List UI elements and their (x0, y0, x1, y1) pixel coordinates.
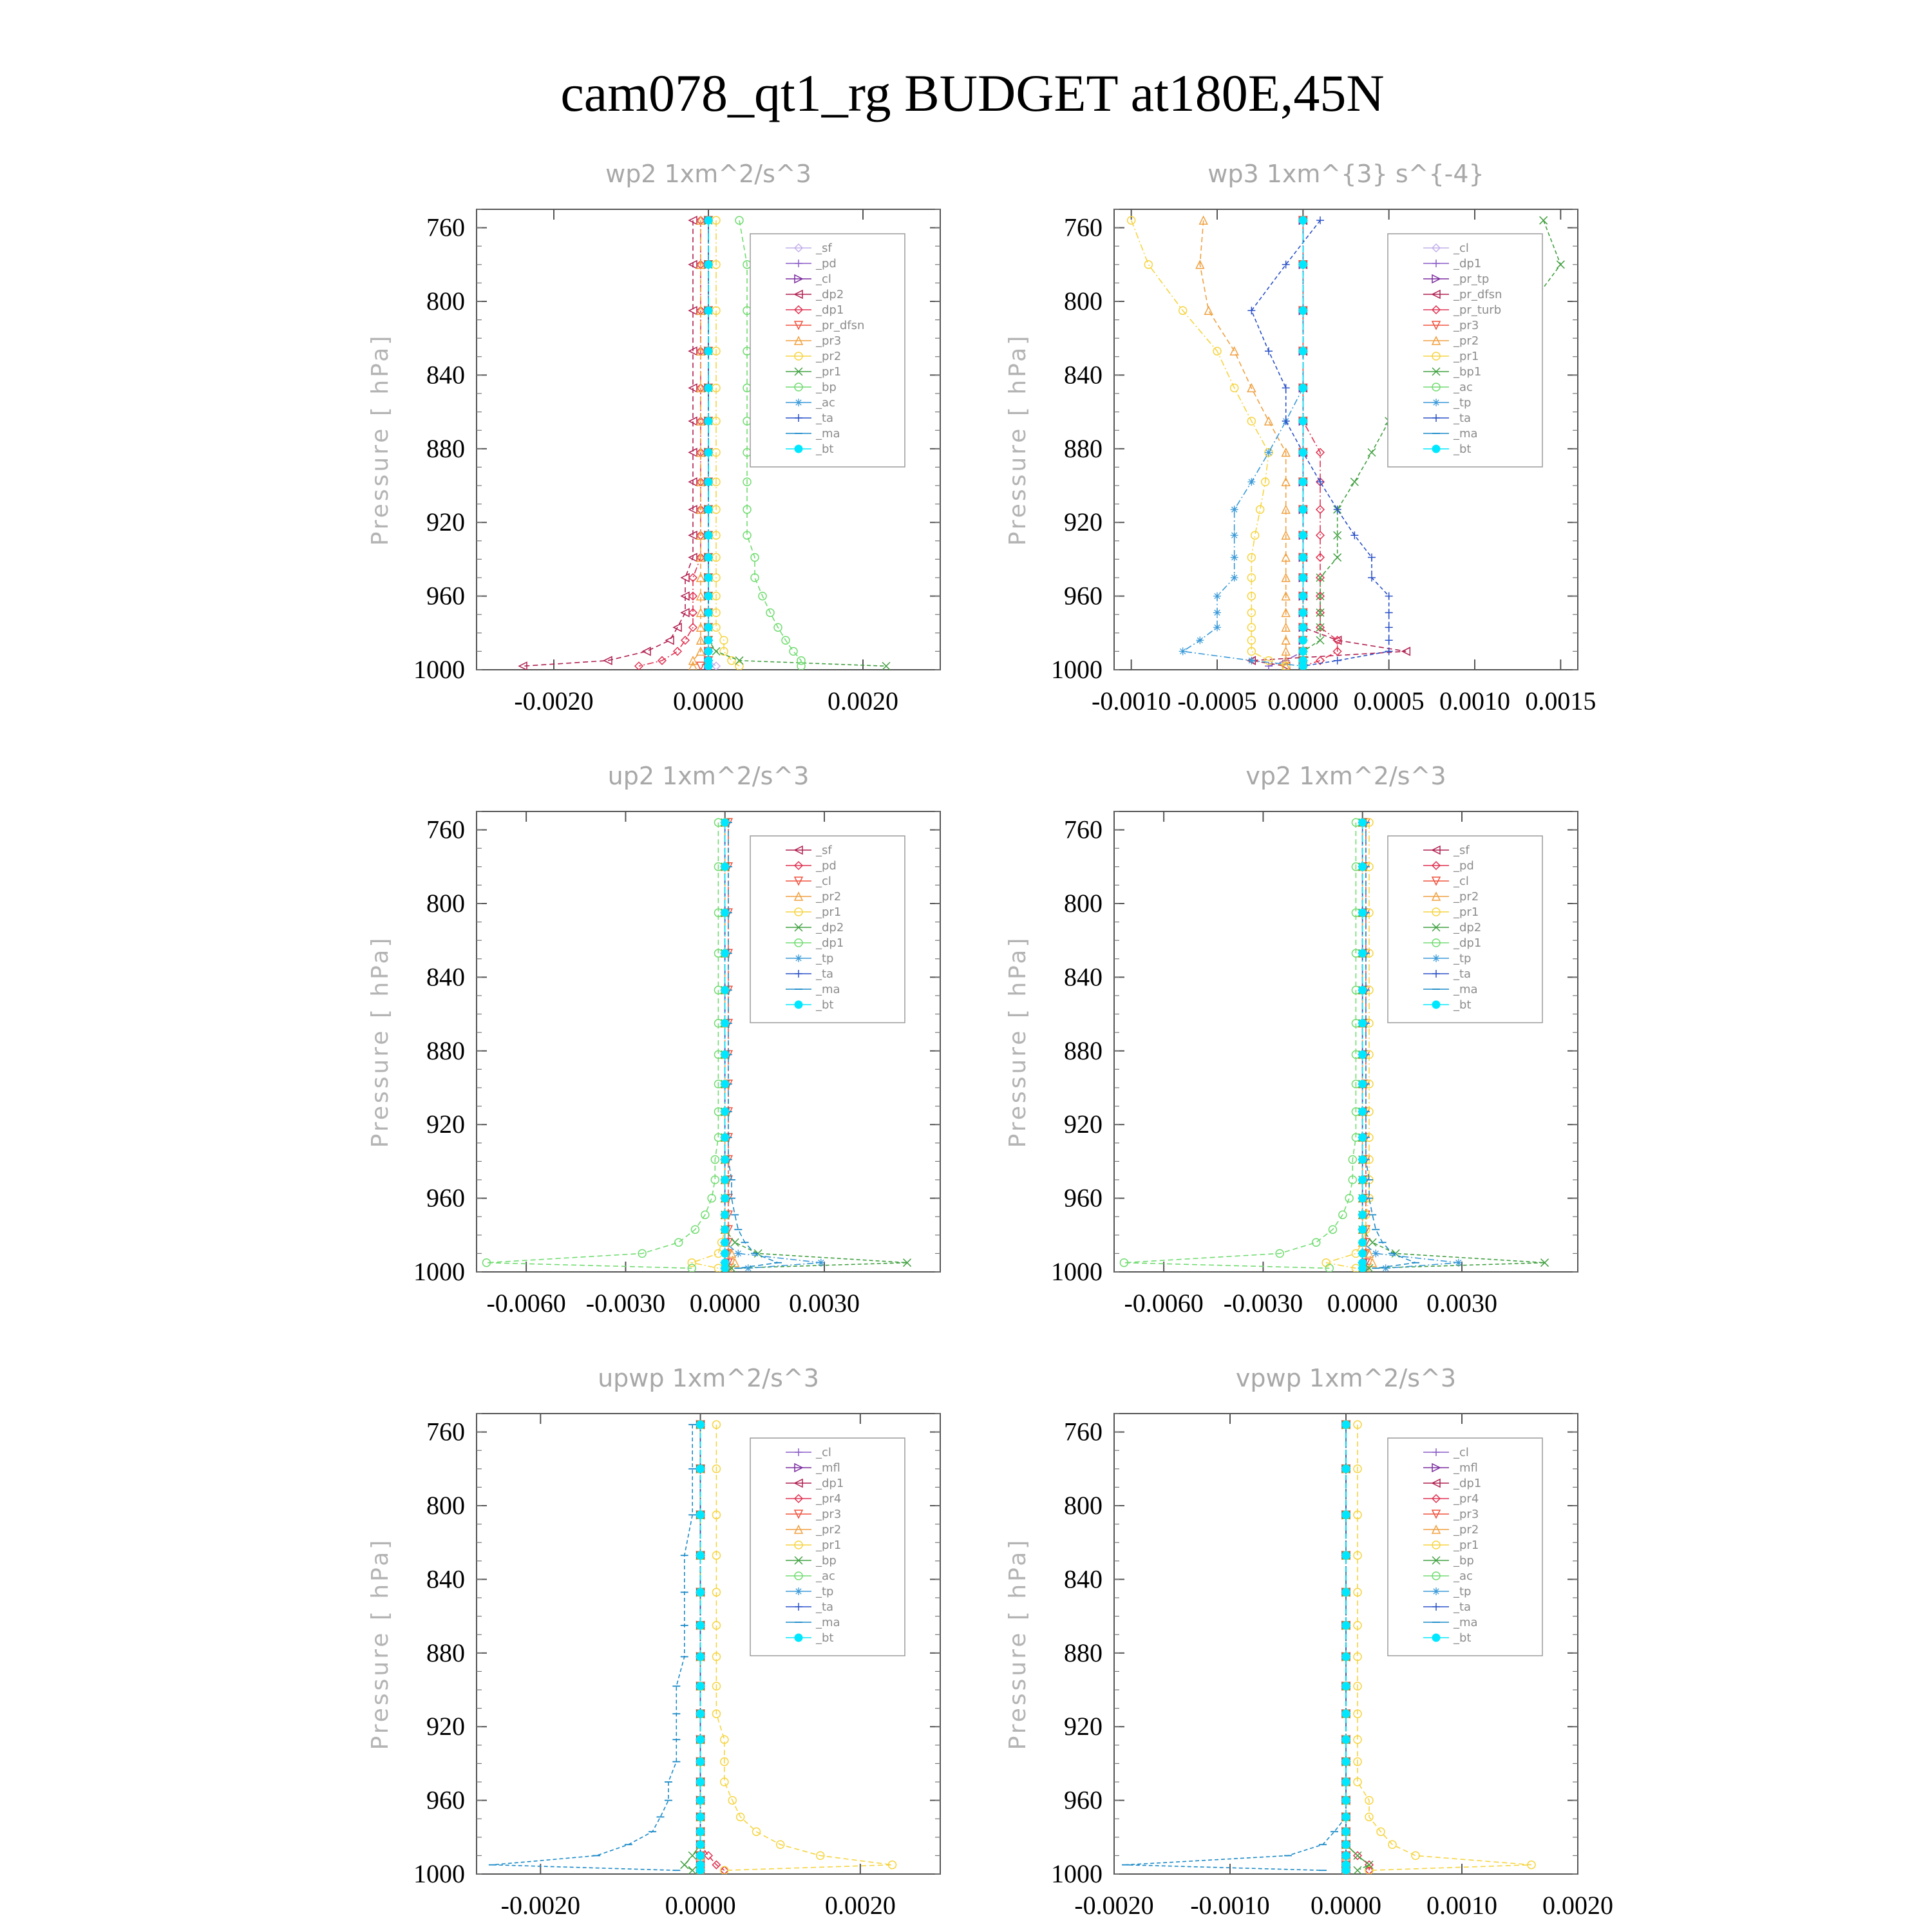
data-point (1299, 647, 1307, 655)
legend (1388, 836, 1542, 1023)
x-tick-label: 0.0010 (1439, 687, 1510, 715)
data-point (705, 623, 712, 631)
legend-label: _dp2 (1454, 921, 1482, 934)
data-point (1342, 1797, 1350, 1804)
legend-label: _dp1 (816, 303, 844, 317)
legend-marker (795, 399, 802, 406)
data-point (1342, 1736, 1350, 1743)
legend-label: _pr3 (1454, 319, 1479, 332)
legend-label: _pr1 (816, 365, 842, 379)
data-point (1342, 1588, 1350, 1596)
data-point (697, 1813, 705, 1821)
y-tick-label: 760 (426, 815, 465, 844)
y-tick-label: 920 (1064, 1712, 1103, 1741)
legend-label: _pr_tp (1454, 272, 1490, 286)
data-point (721, 819, 729, 826)
data-point (1359, 1226, 1367, 1233)
data-point (721, 1133, 729, 1141)
legend-marker (1432, 1587, 1440, 1595)
panel-title: vp2 1xm^2/s^3 (1245, 762, 1446, 790)
y-tick-label: 920 (1064, 507, 1103, 537)
x-tick-label: 0.0000 (665, 1891, 736, 1920)
data-point (1359, 1156, 1367, 1164)
data-point (1359, 1108, 1367, 1115)
data-point (705, 478, 712, 486)
data-point (721, 1211, 729, 1218)
data-point (705, 574, 712, 582)
legend-label: _dp2 (816, 288, 844, 301)
data-point (1359, 1238, 1367, 1246)
y-axis-label: Pressure [ hPa] (367, 935, 393, 1148)
legend-label: _tp (816, 1585, 834, 1598)
x-tick-label: 0.0010 (1426, 1891, 1497, 1920)
figure-title: cam078_qt1_rg BUDGET at180E,45N (560, 64, 1385, 122)
data-point (697, 1465, 705, 1473)
x-tick-label: 0.0030 (1426, 1289, 1497, 1318)
x-tick-label: -0.0030 (585, 1289, 666, 1318)
y-tick-label: 1000 (1051, 655, 1103, 684)
data-point (705, 554, 712, 562)
data-point (1342, 1778, 1350, 1786)
data-point (705, 592, 712, 600)
y-tick-label: 800 (1064, 889, 1103, 918)
legend-label: _ta (1454, 1600, 1472, 1614)
legend-label: _pr4 (816, 1492, 842, 1506)
data-point (721, 1249, 729, 1257)
y-axis-label: Pressure [ hPa] (1005, 333, 1031, 546)
legend-marker (1432, 954, 1440, 962)
data-point (1299, 623, 1307, 631)
legend-label: _ac (816, 396, 835, 410)
data-point (697, 1828, 705, 1835)
legend-label: _ma (1454, 1616, 1478, 1629)
legend-label: _pr_turb (1454, 303, 1502, 317)
data-point (705, 449, 712, 457)
y-tick-label: 1000 (413, 1859, 465, 1888)
legend-label: _cl (1454, 242, 1469, 255)
x-tick-label: -0.0030 (1223, 1289, 1303, 1318)
y-tick-label: 1000 (1051, 1859, 1103, 1888)
y-tick-label: 960 (426, 1785, 465, 1815)
y-tick-label: 800 (426, 1491, 465, 1520)
legend-marker (1432, 399, 1440, 406)
legend (750, 1438, 905, 1656)
data-point (697, 1511, 705, 1519)
legend-marker (1432, 445, 1440, 453)
x-tick-label: 0.0015 (1525, 687, 1596, 715)
legend-label: _cl (816, 1446, 831, 1459)
data-point (1299, 478, 1307, 486)
legend-label: _bt (816, 998, 834, 1012)
legend-label: _pd (816, 859, 837, 873)
legend-label: _bp1 (1454, 365, 1482, 379)
data-point (1247, 657, 1255, 665)
data-point (697, 1778, 705, 1786)
x-tick-label: 0.0000 (673, 687, 744, 715)
y-tick-label: 840 (426, 360, 465, 390)
y-tick-label: 760 (1064, 213, 1103, 242)
legend-label: _tp (1454, 1585, 1472, 1598)
y-tick-label: 1000 (413, 1257, 465, 1286)
legend-label: _cl (816, 272, 831, 286)
legend-label: _ta (1454, 412, 1472, 425)
data-point (697, 1622, 705, 1629)
legend-label: _ac (1454, 1569, 1473, 1583)
legend-label: _pr1 (816, 1539, 842, 1552)
y-tick-label: 920 (426, 507, 465, 537)
data-point (697, 1852, 705, 1859)
legend-label: _bt (816, 1631, 834, 1645)
data-point (697, 1551, 705, 1559)
legend-marker (795, 1634, 802, 1642)
data-point (734, 1249, 742, 1257)
data-point (705, 636, 712, 644)
legend-label: _cl (816, 875, 831, 888)
x-tick-label: 0.0020 (1542, 1891, 1613, 1920)
legend-label: _ta (816, 967, 834, 981)
legend-label: _ac (816, 1569, 835, 1583)
data-point (1299, 636, 1307, 644)
data-point (697, 1841, 705, 1848)
panel-title: up2 1xm^2/s^3 (607, 762, 810, 790)
legend-label: _dp1 (816, 936, 844, 950)
y-tick-label: 880 (426, 1638, 465, 1667)
y-tick-label: 840 (426, 1564, 465, 1594)
y-axis-label: Pressure [ hPa] (367, 1537, 393, 1750)
data-point (744, 1264, 752, 1272)
y-tick-label: 1000 (1051, 1257, 1103, 1286)
data-point (1231, 574, 1238, 582)
data-point (1359, 819, 1367, 826)
data-point (1299, 216, 1307, 224)
data-point (1372, 1249, 1379, 1257)
y-tick-label: 840 (1064, 360, 1103, 390)
y-tick-label: 960 (426, 581, 465, 611)
legend-marker (795, 1587, 802, 1595)
data-point (1342, 1551, 1350, 1559)
y-axis-label: Pressure [ hPa] (1005, 1537, 1031, 1750)
data-point (721, 1226, 729, 1233)
y-tick-label: 880 (426, 433, 465, 463)
legend-label: _mfl (816, 1461, 840, 1475)
y-tick-label: 920 (1064, 1110, 1103, 1139)
legend-marker (795, 954, 802, 962)
data-point (705, 307, 712, 314)
data-point (705, 609, 712, 616)
data-point (1342, 1622, 1350, 1629)
data-point (705, 347, 712, 355)
data-point (1342, 1465, 1350, 1473)
data-point (1359, 1019, 1367, 1027)
data-point (1342, 1710, 1350, 1718)
data-point (1342, 1852, 1350, 1859)
legend-label: _ta (1454, 967, 1472, 981)
data-point (1342, 1758, 1350, 1766)
data-point (721, 1195, 729, 1202)
legend (1388, 234, 1542, 467)
x-tick-label: -0.0060 (486, 1289, 566, 1318)
data-point (1299, 347, 1307, 355)
legend-label: _dp1 (1454, 1477, 1482, 1490)
data-point (1299, 449, 1307, 457)
legend (750, 836, 905, 1023)
y-tick-label: 840 (426, 962, 465, 992)
legend-label: _ma (816, 983, 840, 996)
panel-title: wp2 1xm^2/s^3 (605, 160, 811, 188)
legend-label: _bt (816, 442, 834, 456)
legend-label: _sf (1454, 844, 1470, 857)
data-point (705, 384, 712, 392)
legend-label: _bt (1454, 1631, 1472, 1645)
y-tick-label: 880 (1064, 433, 1103, 463)
x-tick-label: -0.0060 (1124, 1289, 1204, 1318)
y-tick-label: 840 (1064, 1564, 1103, 1594)
data-point (721, 986, 729, 994)
data-point (1342, 1682, 1350, 1690)
legend-label: _ma (816, 427, 840, 440)
data-point (1359, 1080, 1367, 1088)
data-point (721, 1019, 729, 1027)
panel-title: upwp 1xm^2/s^3 (598, 1364, 819, 1392)
legend-label: _pr_dfsn (1454, 288, 1502, 301)
y-tick-label: 760 (426, 1417, 465, 1446)
legend-marker (795, 1001, 802, 1009)
data-point (721, 909, 729, 916)
legend (1388, 1438, 1542, 1656)
legend-label: _tp (816, 952, 834, 965)
data-point (721, 1156, 729, 1164)
legend-label: _dp2 (816, 921, 844, 934)
data-point (1196, 636, 1204, 644)
data-point (697, 1588, 705, 1596)
y-tick-label: 880 (1064, 1638, 1103, 1667)
panel-title: vpwp 1xm^2/s^3 (1235, 1364, 1457, 1392)
y-tick-label: 800 (426, 889, 465, 918)
legend-label: _bt (1454, 442, 1472, 456)
data-point (721, 1051, 729, 1059)
data-point (1359, 1195, 1367, 1202)
y-axis-label: Pressure [ hPa] (367, 333, 393, 546)
data-point (1359, 949, 1367, 957)
y-tick-label: 880 (426, 1036, 465, 1065)
legend-label: _cl (1454, 875, 1469, 888)
data-point (1342, 1653, 1350, 1661)
data-point (705, 261, 712, 269)
data-point (1299, 261, 1307, 269)
data-point (1455, 1259, 1463, 1267)
data-point (1359, 863, 1367, 871)
data-point (1299, 506, 1307, 513)
data-point (1359, 1176, 1367, 1184)
data-point (1359, 1249, 1367, 1257)
legend-label: _tp (1454, 952, 1472, 965)
legend-marker (1432, 1001, 1440, 1009)
data-point (1359, 1211, 1367, 1218)
legend-label: _bp (816, 381, 837, 394)
y-tick-label: 800 (1064, 1491, 1103, 1520)
x-tick-label: 0.0000 (1267, 687, 1339, 715)
data-point (1299, 662, 1307, 670)
data-point (705, 506, 712, 513)
legend-label: _bp (1454, 1554, 1474, 1567)
legend-label: _pr2 (816, 890, 842, 904)
data-point (1342, 1813, 1350, 1821)
legend-label: _pr3 (1454, 1508, 1479, 1521)
data-point (1299, 554, 1307, 562)
legend-marker (1432, 1634, 1440, 1642)
data-point (697, 1421, 705, 1428)
x-tick-label: 0.0000 (1311, 1891, 1381, 1920)
data-point (1342, 1866, 1350, 1874)
y-tick-label: 880 (1064, 1036, 1103, 1065)
data-point (697, 1653, 705, 1661)
data-point (721, 1264, 729, 1272)
data-point (721, 1238, 729, 1246)
legend-label: _tp (1454, 396, 1472, 410)
data-point (1342, 1511, 1350, 1519)
x-tick-label: 0.0000 (1327, 1289, 1398, 1318)
x-tick-label: 0.0020 (828, 687, 898, 715)
legend-label: _pr2 (1454, 1523, 1479, 1537)
y-tick-label: 920 (426, 1712, 465, 1741)
y-tick-label: 960 (426, 1183, 465, 1213)
data-point (1299, 609, 1307, 616)
data-point (721, 1108, 729, 1115)
x-tick-label: 0.0000 (689, 1289, 761, 1318)
data-point (697, 1797, 705, 1804)
legend-label: _bp (816, 1554, 837, 1567)
data-point (1299, 307, 1307, 314)
legend-label: _dp1 (1454, 936, 1482, 950)
data-point (705, 417, 712, 425)
x-tick-label: -0.0010 (1092, 687, 1171, 715)
data-point (721, 1176, 729, 1184)
data-point (697, 1710, 705, 1718)
legend-label: _pd (1454, 859, 1474, 873)
legend-label: _ma (1454, 427, 1478, 440)
data-point (1299, 531, 1307, 539)
y-tick-label: 760 (1064, 1417, 1103, 1446)
data-point (1342, 1421, 1350, 1428)
y-axis-label: Pressure [ hPa] (1005, 935, 1031, 1148)
x-tick-label: -0.0020 (514, 687, 594, 715)
x-tick-label: 0.0030 (789, 1289, 860, 1318)
legend-label: _ac (1454, 381, 1473, 394)
data-point (1342, 1828, 1350, 1835)
x-tick-label: 0.0005 (1353, 687, 1425, 715)
legend-label: _pr3 (816, 1508, 842, 1521)
data-point (721, 1080, 729, 1088)
y-tick-label: 800 (426, 287, 465, 316)
legend-label: _pr2 (1454, 334, 1479, 348)
data-point (1359, 1051, 1367, 1059)
data-point (1359, 986, 1367, 994)
data-point (817, 1259, 825, 1267)
legend-label: _pr4 (1454, 1492, 1479, 1506)
data-point (1299, 384, 1307, 392)
legend-label: _sf (816, 844, 832, 857)
legend-label: _ma (816, 1616, 840, 1629)
y-tick-label: 1000 (413, 655, 465, 684)
legend-label: _mfl (1454, 1461, 1478, 1475)
x-tick-label: -0.0005 (1177, 687, 1257, 715)
legend-label: _bt (1454, 998, 1472, 1012)
data-point (697, 1736, 705, 1743)
y-tick-label: 760 (1064, 815, 1103, 844)
data-point (721, 863, 729, 871)
data-point (697, 1866, 705, 1874)
data-point (1359, 1133, 1367, 1141)
data-point (697, 1758, 705, 1766)
legend-label: _pr_dfsn (816, 319, 865, 332)
legend-label: _ta (816, 1600, 834, 1614)
legend (750, 234, 905, 467)
data-point (721, 949, 729, 957)
legend-label: _cl (1454, 1446, 1469, 1459)
y-tick-label: 960 (1064, 1183, 1103, 1213)
x-tick-label: 0.0020 (824, 1891, 896, 1920)
legend-label: _pr1 (816, 905, 842, 919)
data-point (1231, 506, 1238, 513)
data-point (1342, 1841, 1350, 1848)
legend-label: _ma (1454, 983, 1478, 996)
legend-label: _sf (816, 242, 832, 255)
data-point (697, 1682, 705, 1690)
y-tick-label: 800 (1064, 287, 1103, 316)
y-tick-label: 960 (1064, 1785, 1103, 1815)
data-point (1359, 1264, 1367, 1272)
legend-marker (795, 445, 802, 453)
y-tick-label: 840 (1064, 962, 1103, 992)
legend-label: _pr1 (1454, 1539, 1479, 1552)
data-point (1382, 1264, 1390, 1272)
legend-label: _dp1 (1454, 257, 1482, 270)
x-tick-label: -0.0020 (500, 1891, 580, 1920)
data-point (1299, 417, 1307, 425)
legend-label: _ta (816, 412, 834, 425)
data-point (705, 531, 712, 539)
y-tick-label: 960 (1064, 581, 1103, 611)
data-point (1299, 574, 1307, 582)
y-tick-label: 760 (426, 213, 465, 242)
data-point (1359, 909, 1367, 916)
y-tick-label: 920 (426, 1110, 465, 1139)
data-point (705, 216, 712, 224)
legend-label: _pr2 (816, 350, 842, 363)
panel-title: wp3 1xm^{3} s^{-4} (1208, 160, 1484, 188)
legend-label: _pd (816, 257, 837, 270)
legend-label: _pr3 (816, 334, 842, 348)
x-tick-label: -0.0010 (1190, 1891, 1270, 1920)
legend-label: _pr1 (1454, 905, 1479, 919)
legend-label: _dp1 (816, 1477, 844, 1490)
legend-label: _pr2 (1454, 890, 1479, 904)
legend-label: _pr1 (1454, 350, 1479, 363)
data-point (705, 647, 712, 655)
x-tick-label: -0.0020 (1074, 1891, 1154, 1920)
legend-label: _pr2 (816, 1523, 842, 1537)
data-point (1299, 592, 1307, 600)
data-point (705, 662, 712, 670)
